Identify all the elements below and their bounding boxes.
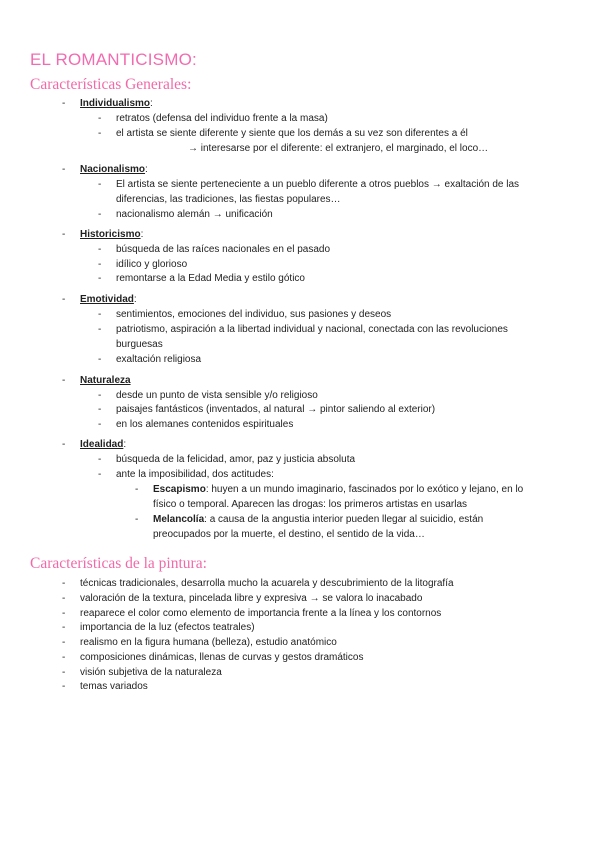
bullet: -: [98, 469, 102, 480]
bullet: -: [62, 637, 66, 648]
section-historicismo: [80, 229, 143, 241]
bullet: -: [98, 324, 102, 335]
page-title: EL ROMANTICISMO:: [30, 50, 197, 69]
list-item: diferencias, las tradiciones, las fiestas populares…: [116, 194, 341, 205]
list-item: patriotismo, aspiración a la libertad individual y nacional, conectada con las revoluciones: [116, 324, 508, 335]
list-item: realismo en la figura humana (belleza), estudio anatómico: [80, 637, 337, 648]
bullet: -: [62, 578, 66, 589]
bullet: -: [62, 593, 66, 604]
bullet: -: [98, 404, 102, 415]
list-item: reaparece el color como elemento de importancia frente a la línea y los contornos: [80, 608, 442, 619]
bullet: -: [62, 622, 66, 633]
bullet: -: [62, 439, 66, 450]
bullet: -: [98, 354, 102, 365]
sub-list-item-continuation: preocupados por la muerte, el destino, el sentido de la vida…: [153, 529, 425, 540]
bullet: -: [62, 229, 66, 240]
list-item: nacionalismo alemán → unificación: [116, 209, 273, 220]
list-item: búsqueda de las raíces nacionales en el pasado: [116, 244, 331, 255]
bullet: -: [98, 244, 102, 255]
bullet: -: [135, 514, 139, 525]
bullet: -: [98, 128, 102, 139]
bullet: -: [62, 608, 66, 619]
section-suffix: :: [123, 439, 127, 450]
bullet: -: [98, 179, 102, 190]
list-item: paisajes fantásticos (inventados, al natural → pintor saliendo al exterior): [116, 404, 436, 415]
bullet: -: [62, 667, 66, 678]
bullet: -: [98, 209, 102, 220]
bullet: -: [62, 294, 66, 305]
painting-heading: Características de la pintura:: [30, 555, 207, 572]
list-item: remontarse a la Edad Media y estilo gótico: [116, 273, 305, 284]
section-title: Nacionalismo: [80, 164, 146, 175]
list-item: búsqueda de la felicidad, amor, paz y justicia absoluta: [116, 454, 356, 465]
sub-list-item-melancolia: [153, 514, 483, 526]
bullet: -: [98, 309, 102, 320]
section-individualismo: [80, 98, 153, 110]
bullet: -: [98, 113, 102, 124]
section-nacionalismo: [80, 164, 148, 176]
list-item: desde un punto de vista sensible y/o religioso: [116, 390, 318, 401]
list-item: técnicas tradicionales, desarrolla mucho la acuarela y descubrimiento de la litografía: [80, 578, 454, 589]
list-item: exaltación religiosa: [116, 354, 202, 365]
list-item-continuation: → interesarse por el diferente: el extranjero, el marginado, el loco…: [188, 143, 489, 154]
list-item: composiciones dinámicas, llenas de curvas y gestos dramáticos: [80, 652, 364, 663]
section-title: Emotividad: [80, 294, 134, 305]
bullet: -: [62, 681, 66, 692]
sub-term: Escapismo: [153, 484, 206, 495]
section-title: Idealidad: [80, 439, 124, 450]
bullet: -: [62, 98, 66, 109]
section-title: Historicismo: [80, 229, 141, 240]
sub-list-item-escapismo: [153, 484, 523, 496]
bullet: -: [62, 652, 66, 663]
section-title: Naturaleza: [80, 375, 131, 386]
list-item: burguesas: [116, 339, 163, 350]
section-suffix: :: [145, 164, 148, 175]
list-item: retratos (defensa del individuo frente a la masa): [116, 113, 328, 124]
sub-term: Melancolía: [153, 514, 205, 525]
bullet: -: [98, 273, 102, 284]
list-item: en los alemanes contenidos espirituales: [116, 419, 294, 430]
bullet: -: [135, 484, 139, 495]
section-suffix: :: [150, 98, 153, 109]
section-naturaleza: [80, 375, 131, 387]
sub-text: : huyen a un mundo imaginario, fascinados por lo exótico y lejano, en lo: [205, 484, 524, 495]
list-item: ante la imposibilidad, dos actitudes:: [116, 469, 274, 480]
section-emotividad: [80, 294, 137, 306]
list-item: sentimientos, emociones del individuo, sus pasiones y deseos: [116, 309, 392, 320]
section-suffix: :: [140, 229, 144, 240]
section-idealidad: [80, 439, 126, 451]
list-item: temas variados: [80, 681, 148, 692]
section-title: Individualismo: [80, 98, 151, 109]
general-heading: Características Generales:: [30, 76, 192, 93]
list-item: importancia de la luz (efectos teatrales): [80, 622, 255, 633]
list-item: idílico y glorioso: [116, 259, 188, 270]
list-item: visión subjetiva de la naturaleza: [80, 667, 222, 678]
list-item: valoración de la textura, pincelada libre y expresiva → se valora lo inacabado: [80, 593, 423, 604]
bullet: -: [98, 259, 102, 270]
bullet: -: [98, 454, 102, 465]
sub-text: : a causa de la angustia interior pueden llegar al suicidio, están: [204, 514, 484, 525]
bullet: -: [98, 419, 102, 430]
list-item: el artista se siente diferente y siente que los demás a su vez son diferentes a él: [116, 128, 468, 139]
bullet: -: [62, 164, 66, 175]
sub-list-item-continuation: físico o temporal. Aparecen las drogas: los primeros artistas en usarlas: [153, 499, 468, 510]
bullet: -: [62, 375, 66, 386]
bullet: -: [98, 390, 102, 401]
list-item: El artista se siente perteneciente a un pueblo diferente a otros pueblos → exaltación de las: [116, 179, 520, 190]
section-suffix: :: [133, 294, 137, 305]
